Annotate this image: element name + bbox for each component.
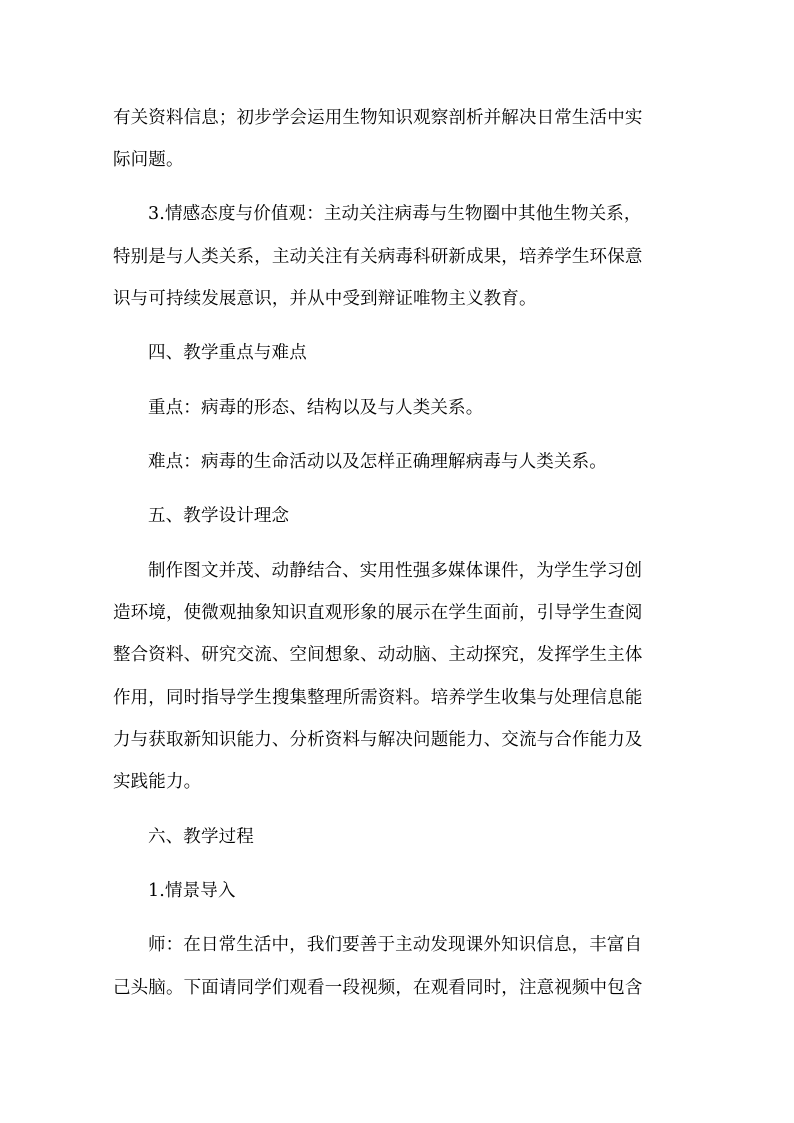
text-line: 有关资料信息；初步学会运用生物知识观察剖析并解决日常生活中实 [113, 108, 643, 128]
subsection-heading: 1.情景导入 [148, 881, 236, 901]
text-line: 师：在日常生活中，我们要善于主动发现课外知识信息，丰富自 [148, 935, 643, 955]
text-line: 造环境，使微观抽象知识直观形象的展示在学生面前，引导学生查阅 [113, 603, 643, 623]
text-line: 识与可持续发展意识，并从中受到辩证唯物主义教育。 [113, 289, 537, 309]
section-heading: 四、教学重点与难点 [148, 343, 307, 363]
text-line: 特别是与人类关系，主动关注有关病毒科研新成果，培养学生环保意 [113, 247, 643, 267]
text-line: 难点：病毒的生命活动以及怎样正确理解病毒与人类关系。 [148, 452, 607, 472]
text-line: 实践能力。 [113, 772, 202, 792]
section-heading: 六、教学过程 [148, 827, 254, 847]
text-line: 3.情感态度与价值观：主动关注病毒与生物圈中其他生物关系， [148, 204, 642, 224]
text-line: 重点：病毒的形态、结构以及与人类关系。 [148, 398, 484, 418]
text-line: 己头脑。下面请同学们观看一段视频，在观看同时，注意视频中包含 [113, 978, 643, 998]
text-line: 力与获取新知识能力、分析资料与解决问题能力、交流与合作能力及 [113, 730, 643, 750]
text-line: 际问题。 [113, 150, 184, 170]
text-line: 整合资料、研究交流、空间想象、动动脑、主动探究，发挥学生主体 [113, 645, 643, 665]
text-line: 作用，同时指导学生搜集整理所需资料。培养学生收集与处理信息能 [113, 688, 643, 708]
text-line: 制作图文并茂、动静结合、实用性强多媒体课件，为学生学习创 [148, 561, 643, 581]
section-heading: 五、教学设计理念 [148, 506, 290, 526]
